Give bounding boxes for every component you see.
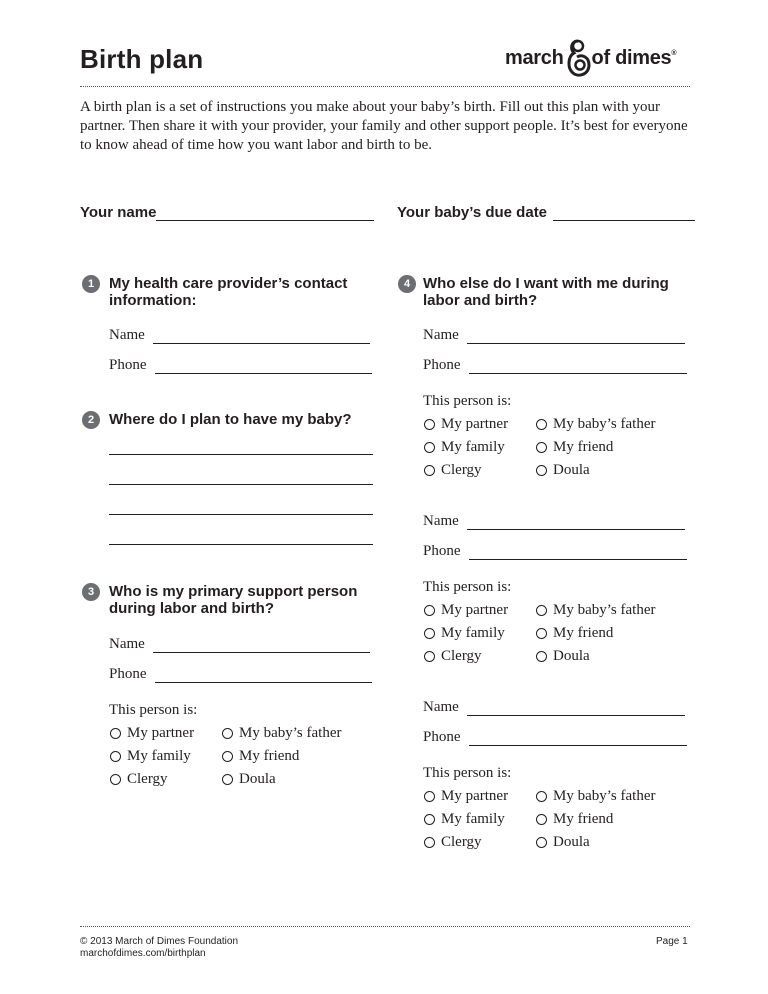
option-label: Doula <box>553 462 590 478</box>
your-name-label: Your name <box>80 204 157 221</box>
option-label: Clergy <box>441 834 482 850</box>
option-label: Clergy <box>441 648 482 664</box>
person-3-name-field[interactable] <box>423 699 685 716</box>
option-doula[interactable] <box>536 462 590 479</box>
option-label: Clergy <box>127 771 168 787</box>
option-label: Clergy <box>441 462 482 478</box>
radio-circle[interactable] <box>222 728 233 739</box>
radio-circle[interactable] <box>536 651 547 662</box>
radio-circle[interactable] <box>222 751 233 762</box>
name-label: Name <box>423 699 459 715</box>
option-label: My baby’s father <box>553 788 656 804</box>
option-label: My baby’s father <box>553 416 656 432</box>
section-number-1: 1 <box>82 275 100 293</box>
option-label: My baby’s father <box>553 602 656 618</box>
your-name-line[interactable] <box>156 205 374 221</box>
option-doula[interactable] <box>536 648 590 665</box>
this-person-is-label: This person is: <box>423 393 512 409</box>
support-phone-field[interactable] <box>109 666 372 683</box>
provider-phone-line[interactable] <box>155 358 372 374</box>
person-1-phone-field[interactable] <box>423 357 687 374</box>
option-my-family[interactable] <box>424 625 505 642</box>
option-my-family[interactable] <box>424 439 505 456</box>
option-label: Doula <box>553 648 590 664</box>
registered-mark: ® <box>671 49 677 57</box>
option-my-friend[interactable] <box>536 811 613 828</box>
option-label: Doula <box>239 771 276 787</box>
section-number-4: 4 <box>398 275 416 293</box>
name-label: Name <box>423 327 459 343</box>
your-name-field[interactable] <box>80 204 374 221</box>
section-number-2: 2 <box>82 411 100 429</box>
person-2-name-field[interactable] <box>423 513 685 530</box>
option-babys-father[interactable] <box>536 788 655 805</box>
section-4-question: Who else do I want with me during labor and birth? <box>423 275 669 309</box>
footer-divider <box>80 926 690 927</box>
name-label: Name <box>109 327 145 343</box>
option-clergy[interactable] <box>424 462 482 479</box>
option-clergy[interactable] <box>424 648 482 665</box>
page-number: Page 1 <box>656 936 688 947</box>
radio-circle[interactable] <box>536 442 547 453</box>
radio-circle[interactable] <box>222 774 233 785</box>
person-2-phone-field[interactable] <box>423 543 687 560</box>
radio-circle[interactable] <box>536 628 547 639</box>
option-label: My family <box>441 811 505 827</box>
radio-circle[interactable] <box>536 605 547 616</box>
option-label: My baby’s father <box>239 725 342 741</box>
name-label: Name <box>109 636 145 652</box>
person-3-phone-line[interactable] <box>469 730 687 746</box>
radio-circle[interactable] <box>536 791 547 802</box>
option-label: My friend <box>553 625 614 641</box>
option-my-partner[interactable] <box>424 416 508 433</box>
radio-circle[interactable] <box>536 814 547 825</box>
radio-circle[interactable] <box>110 728 121 739</box>
option-clergy[interactable] <box>424 834 482 851</box>
option-label: My family <box>441 625 505 641</box>
person-1-name-field[interactable] <box>423 327 685 344</box>
option-label: My family <box>127 748 191 764</box>
radio-circle[interactable] <box>110 774 121 785</box>
this-person-is-label: This person is: <box>109 702 198 718</box>
person-2-name-line[interactable] <box>467 514 685 530</box>
due-date-label: Your baby’s due date <box>397 204 548 221</box>
birth-location-line-3[interactable] <box>109 514 373 515</box>
option-label: My friend <box>239 748 300 764</box>
option-my-family[interactable] <box>424 811 505 828</box>
radio-circle[interactable] <box>424 791 435 802</box>
option-babys-father[interactable] <box>536 416 655 433</box>
logo-left-text: march <box>505 46 564 69</box>
phone-label: Phone <box>109 666 147 682</box>
option-label: My family <box>441 439 505 455</box>
march-of-dimes-logo <box>505 36 676 80</box>
support-name-field[interactable] <box>109 636 370 653</box>
option-label: My partner <box>127 725 195 741</box>
option-clergy[interactable] <box>110 771 168 788</box>
option-my-friend[interactable] <box>222 748 299 765</box>
option-my-friend[interactable] <box>536 625 613 642</box>
birth-location-line-2[interactable] <box>109 484 373 485</box>
option-label: Doula <box>553 834 590 850</box>
option-my-partner[interactable] <box>424 602 508 619</box>
person-1-name-line[interactable] <box>467 328 685 344</box>
radio-circle[interactable] <box>424 605 435 616</box>
birth-location-line-4[interactable] <box>109 544 373 545</box>
page-title: Birth plan <box>80 44 204 74</box>
birth-location-line-1[interactable] <box>109 454 373 455</box>
name-label: Name <box>423 513 459 529</box>
option-doula[interactable] <box>536 834 590 851</box>
provider-name-field[interactable] <box>109 327 370 344</box>
option-label: My partner <box>441 602 509 618</box>
provider-phone-field[interactable] <box>109 357 372 374</box>
phone-label: Phone <box>423 357 461 373</box>
radio-circle[interactable] <box>536 837 547 848</box>
person-1-phone-line[interactable] <box>469 358 687 374</box>
radio-circle[interactable] <box>424 651 435 662</box>
option-my-friend[interactable] <box>536 439 613 456</box>
intro-paragraph: A birth plan is a set of instructions you make about your baby’s birth. Fill out this plan with your partner. Then share it with your provider, your family and other support people. It’s best for everyone to know ahead of time how you want labor and birth to be. <box>80 99 688 153</box>
option-babys-father[interactable] <box>536 602 655 619</box>
footer-copyright: © 2013 March of Dimes Foundation <box>80 936 239 947</box>
phone-label: Phone <box>423 729 461 745</box>
person-3-name-line[interactable] <box>467 700 685 716</box>
support-phone-line[interactable] <box>155 667 372 683</box>
section-1-question: My health care provider’s contact information: <box>109 275 348 309</box>
footer-url[interactable]: marchofdimes.com/birthplan <box>80 948 206 959</box>
option-label: My partner <box>441 416 509 432</box>
option-my-partner[interactable] <box>110 725 194 742</box>
due-date-field[interactable] <box>397 204 695 221</box>
phone-label: Phone <box>423 543 461 559</box>
person-2-phone-line[interactable] <box>469 544 687 560</box>
radio-circle[interactable] <box>424 465 435 476</box>
option-my-family[interactable] <box>110 748 191 765</box>
option-label: My partner <box>441 788 509 804</box>
radio-circle[interactable] <box>424 442 435 453</box>
section-2-question: Where do I plan to have my baby? <box>109 411 352 428</box>
phone-label: Phone <box>109 357 147 373</box>
header-divider <box>80 86 690 87</box>
this-person-is-label: This person is: <box>423 579 512 595</box>
section-number-3: 3 <box>82 583 100 601</box>
radio-circle[interactable] <box>536 465 547 476</box>
logo-right-text: of dimes <box>591 46 672 69</box>
option-my-partner[interactable] <box>424 788 508 805</box>
radio-circle[interactable] <box>110 751 121 762</box>
option-label: My friend <box>553 439 614 455</box>
option-babys-father[interactable] <box>222 725 341 742</box>
radio-circle[interactable] <box>424 628 435 639</box>
this-person-is-label: This person is: <box>423 765 512 781</box>
provider-name-line[interactable] <box>153 328 370 344</box>
person-3-phone-field[interactable] <box>423 729 687 746</box>
support-name-line[interactable] <box>153 637 370 653</box>
radio-circle[interactable] <box>424 837 435 848</box>
section-3-question: Who is my primary support person during labor and birth? <box>109 583 358 617</box>
due-date-line[interactable] <box>553 205 695 221</box>
mother-child-icon <box>565 38 591 78</box>
radio-circle[interactable] <box>424 814 435 825</box>
radio-circle[interactable] <box>424 419 435 430</box>
option-label: My friend <box>553 811 614 827</box>
radio-circle[interactable] <box>536 419 547 430</box>
option-doula[interactable] <box>222 771 276 788</box>
